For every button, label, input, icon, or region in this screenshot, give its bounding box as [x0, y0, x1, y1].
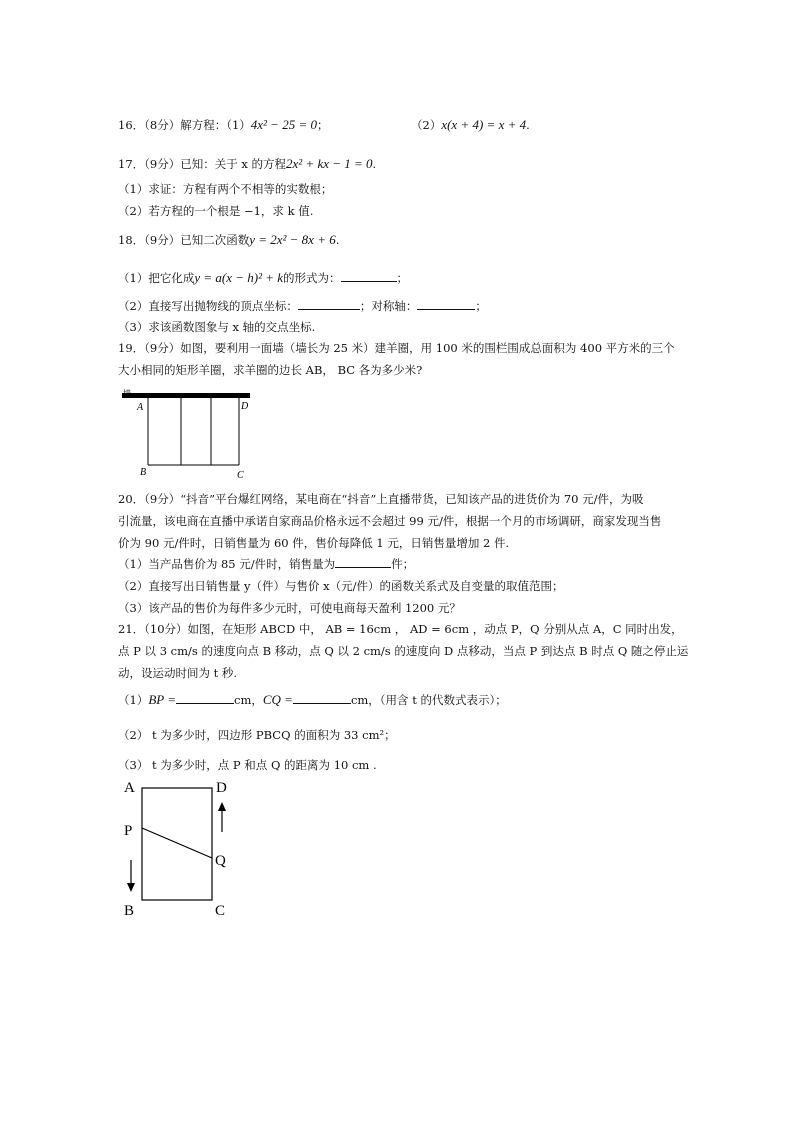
fig21-Q: Q: [215, 853, 226, 869]
q19-line1: 19．（9分）如图，要利用一面墙（墙长为 25 米）建羊圈，用 100 米的围栏围成总面积为 400 平方米的三个: [118, 341, 675, 355]
q18-part1: [118, 270, 408, 286]
q17-part2: （2）若方程的一个根是 −1，求 k 值.: [118, 204, 314, 218]
q19-figure: [118, 387, 268, 482]
fig21-C: C: [215, 903, 226, 919]
q18-part3: （3）求该函数图象与 x 轴的交点坐标.: [118, 320, 316, 334]
q16-eq2: x(x + 4) = x + 4: [441, 117, 527, 132]
q17-end: .: [372, 157, 377, 171]
wall-bar: [122, 393, 250, 398]
arrow-up-icon: [218, 802, 226, 811]
q20-part2: （2）直接写出日销售量 y（件）与售价 x（元/件）的函数关系式及自变量的取值范围；: [118, 579, 564, 593]
q21-blank-bp[interactable]: [176, 692, 234, 704]
q21-part1: [118, 692, 507, 708]
q18-blank-1[interactable]: [341, 270, 397, 282]
q20-part1: [118, 556, 414, 572]
fig21-D: D: [216, 780, 227, 796]
q18-blank-vertex[interactable]: [298, 298, 360, 310]
q20-p1-text: （1）当产品售价为 85 元/件时，销售量为: [118, 557, 336, 571]
pens: [148, 398, 239, 465]
q21-blank-cq[interactable]: [293, 692, 351, 704]
segment-pq: [142, 828, 212, 858]
q17-eq: 2x² + kx − 1 = 0: [286, 156, 373, 171]
q16-sep: ；: [316, 118, 329, 132]
rect: [142, 788, 212, 900]
q21-bp: BP =: [148, 692, 176, 707]
q20-line3: 价为 90 元/件时，日销售量为 60 件，售价每降低 1 元，日销售量增加 2 件.: [118, 536, 510, 550]
q18-blank-axis[interactable]: [417, 298, 475, 310]
q17-stem: [118, 156, 376, 172]
q18-eq: y = 2x² − 8x + 6: [249, 232, 336, 247]
q20-part3: （3）该产品的售价为每件多少元时，可使电商每天盈利 1200 元？: [118, 601, 461, 615]
q19-line2: 大小相同的矩形羊圈，求羊圈的边长 AB， BC 各为多少米?: [118, 363, 423, 377]
q20-line2: 引流量，该电商在直播中承诺自家商品价格永远不会超过 99 元/件，根据一个月的市场调研，商家发现当售: [118, 514, 662, 528]
q16-part2-label: （2）: [411, 118, 442, 132]
fig21-B: B: [124, 903, 135, 919]
q20-p1-end: 件；: [391, 557, 415, 571]
q21-p1-label: （1）: [118, 693, 149, 707]
arrow-down-icon: [127, 883, 135, 892]
wall-label: 墙: [123, 389, 131, 398]
q20-line1: 20．（9分）“抖音”平台爆红网络，某电商在“抖音”上直播带货，已知该产品的进货价为 70 元/件，为吸: [118, 492, 644, 506]
q21-line3: 动，设运动时间为 t 秒.: [118, 666, 238, 680]
q21-part3: （3） t 为多少时，点 P 和点 Q 的距离为 10 cm .: [118, 758, 377, 772]
q20-blank-sales[interactable]: [335, 556, 391, 568]
q18-part2: [118, 298, 487, 314]
q17-part1: （1）求证：方程有两个不相等的实数根；: [118, 182, 333, 196]
q18-p1-end: ；: [396, 271, 409, 285]
q18-p2-text: （2）直接写出抛物线的顶点坐标：: [118, 299, 298, 313]
rectangle-abcd: [131, 788, 222, 900]
q18-p2-text2: ；对称轴：: [359, 299, 418, 313]
q16-head: 16．（8分）解方程：（1）: [118, 118, 251, 132]
q18-p2-end: ；: [475, 299, 487, 313]
q18-p1-text2: 的形式为：: [283, 271, 341, 285]
q21-line2: 点 P 以 3 cm/s 的速度向点 B 移动，点 Q 以 2 cm/s 的速度向 D 点移动，当点 P 到达点 B 时点 Q 随之停止运: [118, 644, 689, 658]
fig19-D: D: [241, 401, 249, 412]
q21-cm1: cm，: [234, 693, 263, 707]
q18-stem: [118, 232, 339, 248]
q18-p1-text: （1）把它化成: [118, 271, 195, 285]
q18-head: 18．（9分）已知二次函数: [118, 233, 250, 247]
q21-part2: （2） t 为多少时，四边形 PBCQ 的面积为 33 cm²；: [118, 728, 396, 742]
fig21-P: P: [124, 823, 133, 839]
q16-eq1: 4x² − 25 = 0: [250, 117, 317, 132]
q17-head: 17．（9分）已知：关于 x 的方程: [118, 157, 286, 171]
q21-cq: CQ =: [262, 692, 293, 707]
fig19-A: A: [137, 402, 144, 413]
q18-end: .: [335, 233, 340, 247]
q18-vertex-form: y = a(x − h)² + k: [194, 270, 284, 285]
q16-line: [118, 117, 328, 133]
fig19-C: C: [237, 470, 244, 481]
q16-end: .: [526, 118, 530, 132]
q21-line1: 21．（10分）如图，在矩形 ABCD 中， AB = 16cm ， AD = 6cm ，动点 P，Q 分别从点 A，C 同时出发，: [118, 622, 683, 636]
q16-part2: [411, 117, 530, 133]
fig21-A: A: [124, 780, 135, 796]
q21-cm2: cm，（用含 t 的代数式表示）；: [350, 693, 507, 707]
fig19-B: B: [140, 467, 147, 478]
q21-figure: [118, 776, 248, 921]
